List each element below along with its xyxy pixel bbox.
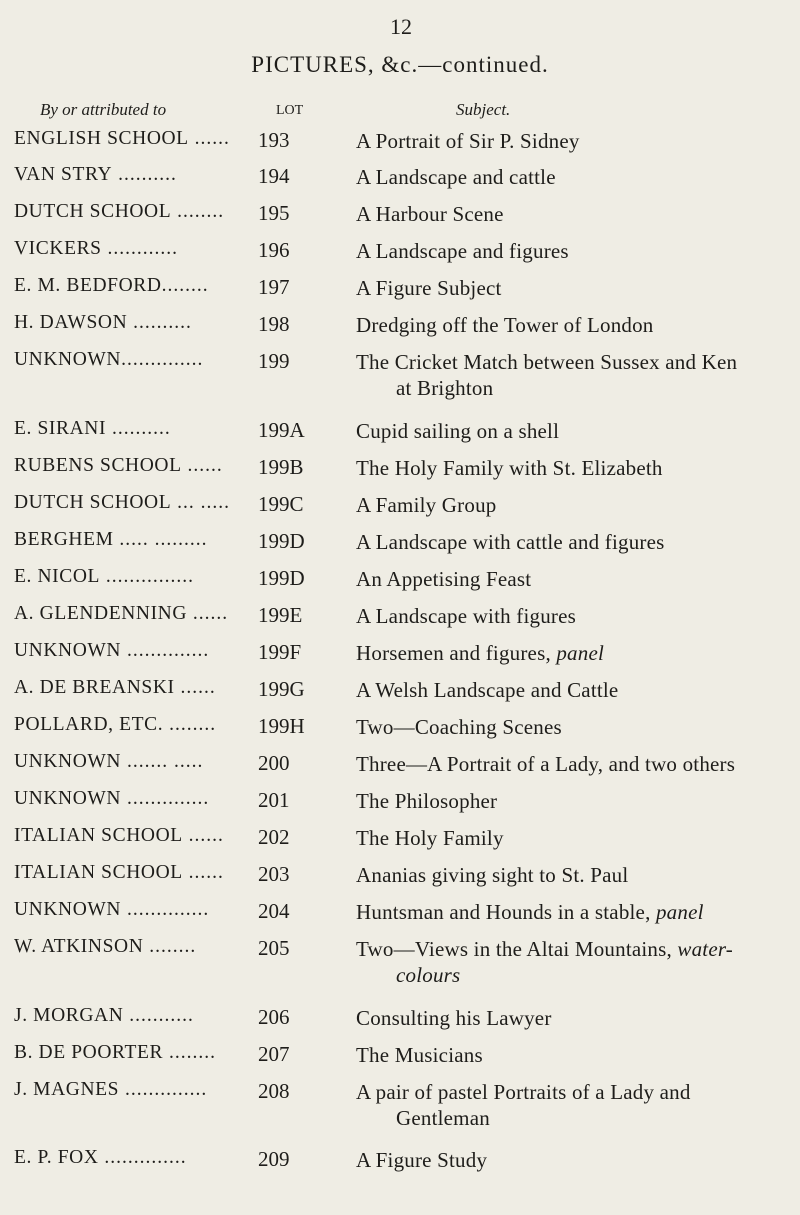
artist-name: H. DAWSON .......... bbox=[14, 312, 192, 333]
column-header-subject: Subject. bbox=[456, 100, 511, 119]
artist-name: J. MAGNES .............. bbox=[14, 1079, 208, 1100]
artist-name: UNKNOWN .............. bbox=[14, 899, 210, 920]
artist-name: DUTCH SCHOOL ........ bbox=[14, 201, 225, 222]
lot-number: 206 bbox=[258, 1005, 290, 1029]
lot-number: 195 bbox=[258, 201, 290, 225]
artist-name: UNKNOWN .............. bbox=[14, 640, 210, 661]
artist-name: E. M. BEDFORD........ bbox=[14, 275, 209, 296]
lot-number: 204 bbox=[258, 899, 290, 923]
lot-number: 193 bbox=[258, 128, 290, 152]
lot-number: 207 bbox=[258, 1042, 290, 1066]
subject-text: Horsemen and figures, panel bbox=[356, 641, 604, 665]
artist-name: POLLARD, ETC. ........ bbox=[14, 714, 217, 735]
artist-name: W. ATKINSON ........ bbox=[14, 936, 197, 957]
artist-name: E. SIRANI .......... bbox=[14, 418, 171, 439]
subject-text: Cupid sailing on a shell bbox=[356, 419, 560, 443]
lot-number: 201 bbox=[258, 788, 290, 812]
subject-continuation: colours bbox=[396, 963, 461, 987]
lot-number: 200 bbox=[258, 751, 290, 775]
page-number: 12 bbox=[390, 14, 412, 39]
subject-text: Two—Views in the Altai Mountains, water- colours bbox=[356, 936, 792, 988]
artist-name: A. DE BREANSKI ...... bbox=[14, 677, 216, 698]
artist-name: B. DE POORTER ........ bbox=[14, 1042, 216, 1063]
lot-number: 199D bbox=[258, 529, 305, 553]
lot-number: 203 bbox=[258, 862, 290, 886]
lot-number: 199F bbox=[258, 640, 302, 664]
subject-text: A Portrait of Sir P. Sidney bbox=[356, 129, 580, 153]
artist-name: ITALIAN SCHOOL ...... bbox=[14, 862, 224, 883]
subject-text: Two—Coaching Scenes bbox=[356, 715, 562, 739]
subject-text: The Cricket Match between Sussex and Ken at Brighton bbox=[356, 349, 792, 401]
lot-number: 199D bbox=[258, 566, 305, 590]
artist-name: DUTCH SCHOOL ... ..... bbox=[14, 492, 230, 513]
subject-text: Consulting his Lawyer bbox=[356, 1006, 552, 1030]
lot-number: 197 bbox=[258, 275, 290, 299]
subject-text: An Appetising Feast bbox=[356, 567, 532, 591]
lot-number: 209 bbox=[258, 1147, 290, 1171]
subject-continuation: at Brighton bbox=[396, 376, 494, 400]
subject-text: A pair of pastel Portraits of a Lady and Gentleman bbox=[356, 1079, 792, 1131]
lot-number: 199C bbox=[258, 492, 304, 516]
lot-number: 199G bbox=[258, 677, 305, 701]
artist-name: ENGLISH SCHOOL ...... bbox=[14, 128, 230, 149]
subject-text: A Welsh Landscape and Cattle bbox=[356, 678, 619, 702]
lot-number: 208 bbox=[258, 1079, 290, 1103]
subject-text: A Landscape and cattle bbox=[356, 165, 556, 189]
artist-name: UNKNOWN ....... ..... bbox=[14, 751, 204, 772]
subject-text: The Holy Family with St. Elizabeth bbox=[356, 456, 663, 480]
subject-text: A Harbour Scene bbox=[356, 202, 504, 226]
artist-name: BERGHEM ..... ......... bbox=[14, 529, 208, 550]
subject-text: A Figure Study bbox=[356, 1148, 488, 1172]
artist-name: ITALIAN SCHOOL ...... bbox=[14, 825, 224, 846]
lot-number: 194 bbox=[258, 164, 290, 188]
artist-name: E. P. FOX .............. bbox=[14, 1147, 187, 1168]
artist-name: E. NICOL ............... bbox=[14, 566, 195, 587]
subject-text: Three—A Portrait of a Lady, and two others bbox=[356, 752, 736, 776]
subject-text: A Landscape with figures bbox=[356, 604, 576, 628]
subject-text: A Landscape and figures bbox=[356, 239, 569, 263]
subject-text: A Landscape with cattle and figures bbox=[356, 530, 665, 554]
artist-name: RUBENS SCHOOL ...... bbox=[14, 455, 223, 476]
lot-number: 205 bbox=[258, 936, 290, 960]
artist-name: VAN STRY .......... bbox=[14, 164, 177, 185]
lot-number: 199E bbox=[258, 603, 303, 627]
subject-text: The Musicians bbox=[356, 1043, 483, 1067]
column-header-attributed: By or attributed to bbox=[40, 100, 167, 119]
lot-number: 199B bbox=[258, 455, 304, 479]
lot-number: 198 bbox=[258, 312, 290, 336]
lot-number: 199A bbox=[258, 418, 305, 442]
artist-name: A. GLENDENNING ...... bbox=[14, 603, 229, 624]
subject-continuation: Gentleman bbox=[396, 1106, 490, 1130]
lot-number: 202 bbox=[258, 825, 290, 849]
column-header-lot: LOT bbox=[276, 103, 304, 118]
section-title: PICTURES, &c.—continued. bbox=[251, 52, 549, 77]
artist-name: VICKERS ............ bbox=[14, 238, 179, 259]
subject-text: Ananias giving sight to St. Paul bbox=[356, 863, 629, 887]
lot-number: 199 bbox=[258, 349, 290, 373]
lot-number: 199H bbox=[258, 714, 305, 738]
subject-text: The Holy Family bbox=[356, 826, 504, 850]
artist-name: UNKNOWN .............. bbox=[14, 788, 210, 809]
lot-number: 196 bbox=[258, 238, 290, 262]
subject-text: Dredging off the Tower of London bbox=[356, 313, 654, 337]
subject-text: The Philosopher bbox=[356, 789, 498, 813]
subject-text: Huntsman and Hounds in a stable, panel bbox=[356, 900, 704, 924]
subject-text: A Family Group bbox=[356, 493, 497, 517]
subject-text: A Figure Subject bbox=[356, 276, 502, 300]
artist-name: J. MORGAN ........... bbox=[14, 1005, 194, 1026]
artist-name: UNKNOWN.............. bbox=[14, 349, 204, 370]
